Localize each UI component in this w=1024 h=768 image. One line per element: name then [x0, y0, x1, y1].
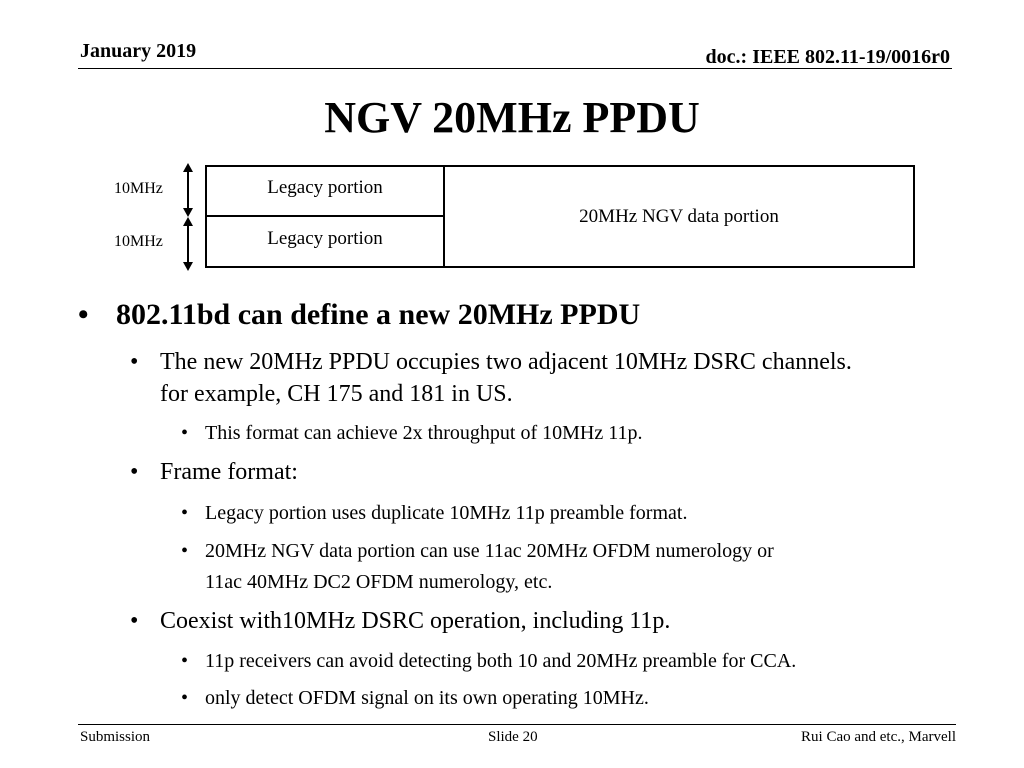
footer-submission: Submission	[80, 729, 151, 745]
bullet-sub1-line1: The new 20MHz PPDU occupies two adjacent 10MHz DSRC channels.	[160, 349, 852, 375]
bullet-sub3-text: Coexist with10MHz DSRC operation, including 11p.	[160, 608, 671, 634]
legacy-portion-top-label: Legacy portion	[267, 177, 383, 198]
bullet-dot-icon: •	[181, 540, 189, 562]
bullet-dot-icon: •	[181, 502, 189, 524]
bullet-dot-icon: •	[181, 687, 189, 709]
bullet-sub2-a-text: Legacy portion uses duplicate 10MHz 11p preamble format.	[205, 502, 688, 524]
bullet-dot-icon: •	[78, 298, 89, 331]
bullet-dot-icon: •	[130, 459, 139, 485]
bullet-sub2-text: Frame format:	[160, 459, 298, 485]
header-doc-id: doc.: IEEE 802.11-19/0016r0	[705, 46, 950, 68]
bullet-dot-icon: •	[130, 608, 139, 634]
header-divider	[78, 68, 952, 69]
bullet-sub3-a-text: 11p receivers can avoid detecting both 10 and 20MHz preamble for CCA.	[205, 650, 797, 672]
bullet-sub2-b-line2: 11ac 40MHz DC2 OFDM numerology, etc.	[205, 571, 553, 593]
ngv-data-portion	[443, 165, 915, 268]
bandwidth-arrows	[180, 163, 196, 271]
legacy-portion-bottom-label: Legacy portion	[267, 228, 383, 249]
bandwidth-label-bottom: 10MHz	[114, 233, 163, 250]
bullet-sub2-b-line1: 20MHz NGV data portion can use 11ac 20MHz OFDM numerology or	[205, 540, 774, 562]
bandwidth-label-top: 10MHz	[114, 180, 163, 197]
footer-author: Rui Cao and etc., Marvell	[801, 729, 956, 745]
header-date: January 2019	[80, 40, 197, 62]
footer-divider	[78, 724, 956, 725]
ngv-data-portion-label: 20MHz NGV data portion	[579, 205, 779, 227]
bullet-sub1-line2: for example, CH 175 and 181 in US.	[160, 381, 513, 407]
legacy-portion-top	[205, 165, 445, 217]
slide-title: NGV 20MHz PPDU	[324, 93, 700, 142]
bullet-dot-icon: •	[181, 422, 189, 444]
bullet-sub1-a-text: This format can achieve 2x throughput of 10MHz 11p.	[205, 422, 643, 444]
double-arrow-top-icon	[183, 163, 193, 217]
bullet-dot-icon: •	[181, 650, 189, 672]
legacy-portion-bottom	[205, 215, 445, 268]
footer-slide-number: Slide 20	[488, 729, 538, 745]
bullet-main-text: 802.11bd can define a new 20MHz PPDU	[116, 298, 641, 331]
bullet-sub3-b-text: only detect OFDM signal on its own operating 10MHz.	[205, 687, 649, 709]
double-arrow-bottom-icon	[183, 217, 193, 271]
bullet-dot-icon: •	[130, 349, 139, 375]
